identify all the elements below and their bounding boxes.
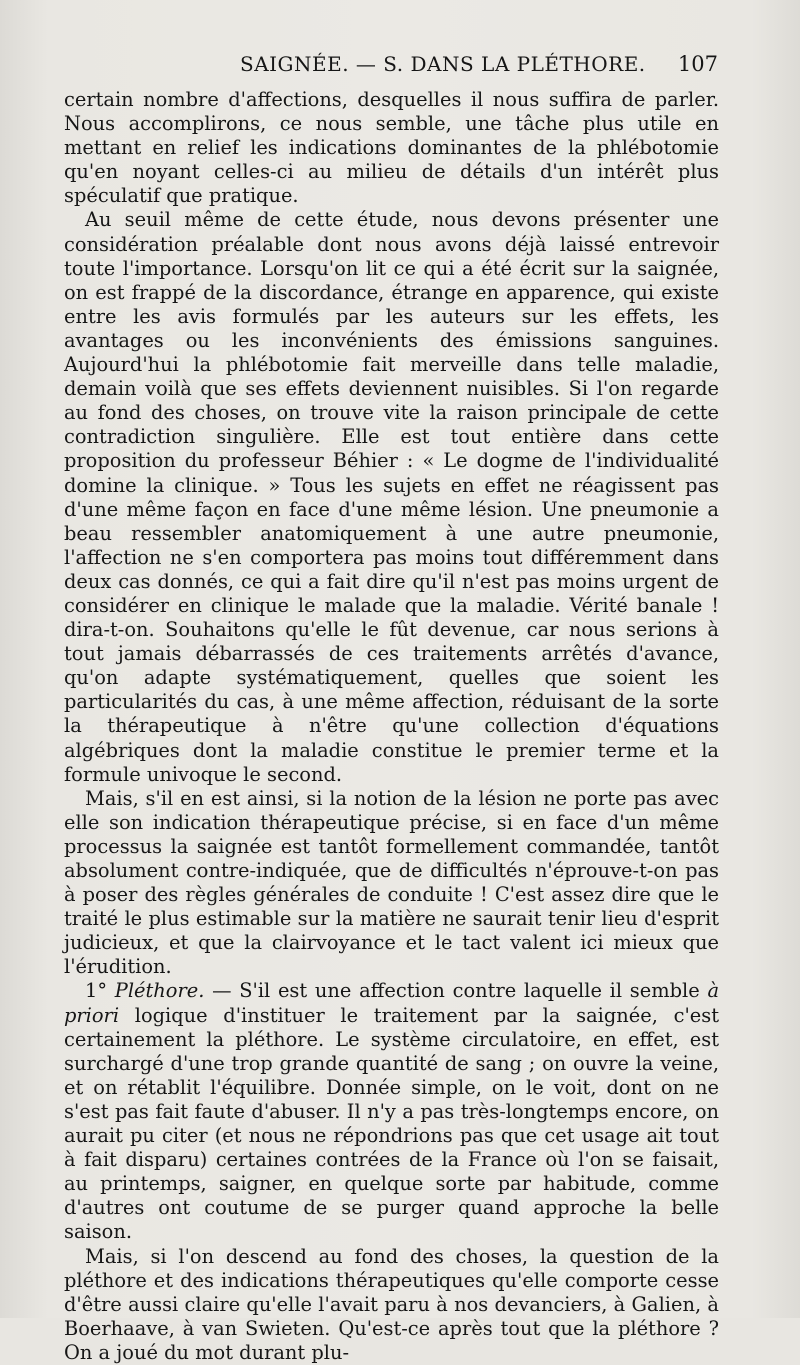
paragraph-plethore-intro: — S'il est une affection contre laquelle il semble <box>204 979 708 1003</box>
paragraph-question: Mais, si l'on descend au fond des choses, la question de la pléthore et des indications thérapeutiques qu'elle comporte cesse d'être aussi claire qu'elle l'avait paru à nos devanciers, à Galien, à Boerhaave, à van Swieten. Qu'est-ce après tout que la pléthore ? On a joué du mot durant plu- <box>64 1244 719 1364</box>
section-number: 1° <box>85 979 115 1003</box>
paragraph-discordance: Au seuil même de cette étude, nous devons présenter une considération préalable dont nous avons déjà laissé entrevoir toute l'importance. Lorsqu'on lit ce qui a été écrit sur la saignée, on est frappé de la discordance, étrange en apparence, qui existe entre les avis formulés par les auteurs sur les effets, les avantages ou les inconvénients des émissions sanguines. Aujourd'hui la phlébotomie fait merveille dans telle maladie, demain voilà que ses effets deviennent nuisibles. Si l'on regarde au fond des choses, on trouve vite la raison principale de cette contradiction singulière. Elle est tout entière dans cette proposition du professeur Béhier : « Le dogme de l'individualité domine la clinique. » Tous les sujets en effet ne réagissent pas d'une même façon en face d'une même lésion. Une pneumonie a beau ressembler anatomiquement à une autre pneumonie, l'affection ne s'en comportera pas moins tout différemment dans deux cas donnés, ce qui a fait dire qu'il n'est pas moins urgent de considérer en clinique le malade que la maladie. Vérité banale ! dira-t-on. Souhaitons qu'elle le fût devenue, car nous serions à tout jamais débarrassés de ces traitements arrêtés d'avance, qu'on adapte systématiquement, quelles que soient les particularités du cas, à une même affection, réduisant de la sorte la thérapeutique à n'être qu'une collection d'équations algébriques dont la maladie constitue le premier terme et la formule univoque le second. <box>64 208 719 786</box>
running-title: SAIGNÉE. — S. DANS LA PLÉTHORE. <box>240 52 646 76</box>
paragraph-plethore <box>64 979 719 1244</box>
section-title: Pléthore. <box>114 979 205 1003</box>
page-body <box>64 88 719 1365</box>
running-header <box>64 52 718 82</box>
paragraph-continuation: certain nombre d'affections, desquelles il nous suffira de parler. Nous accomplirons, ce nous semble, une tâche plus utile en mettant en relief les indications dominantes de la phlébotomie qu'en noyant celles-ci au milieu de détails d'un intérêt plus spéculatif que pratique. <box>64 88 719 208</box>
paragraph-plethore-text: logique d'instituer le traitement par la saignée, c'est certainement la pléthore. Le système circulatoire, en effet, est surchargé d'une trop grande quantité de sang ; on ouvre la veine, et on rétablit l'équilibre. Donnée simple, on le voit, dont on ne s'est pas fait faute d'abuser. Il n'y a pas très-longtemps encore, on aurait pu citer (et nous ne répondrions pas que cet usage ait tout à fait disparu) certaines contrées de la France où l'on se faisait, au printemps, saigner, en quelque sorte par habitude, comme d'autres ont coutume de se purger quand approche la belle saison. <box>64 1003 719 1244</box>
a-priori-term: à priori <box>64 979 719 1027</box>
page-number: 107 <box>677 52 718 76</box>
paragraph-regles: Mais, s'il en est ainsi, si la notion de la lésion ne porte pas avec elle son indication thérapeutique précise, si en face d'un même processus la saignée est tantôt formellement commandée, tantôt absolument contre-indiquée, que de difficultés n'éprouve-t-on pas à poser des règles générales de conduite ! C'est assez dire que le traité le plus estimable sur la matière ne saurait tenir lieu d'esprit judicieux, et que la clairvoyance et le tact valent ici mieux que l'érudition. <box>64 786 719 979</box>
